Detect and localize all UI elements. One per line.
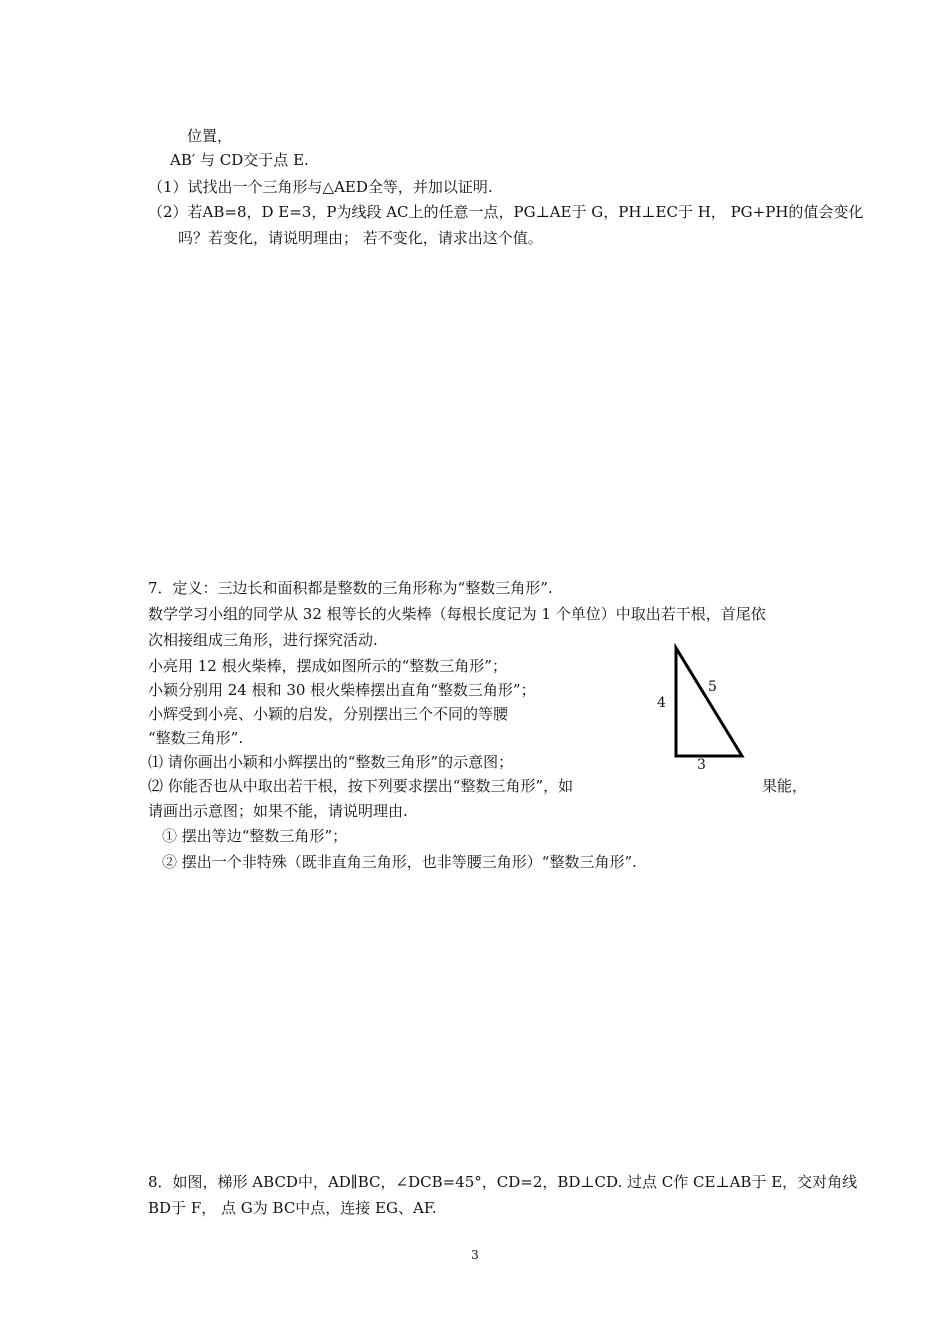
problem-7-line-5: 小颖分别用 24 根和 30 根火柴棒摆出直角“整数三角形”；	[148, 681, 536, 699]
problem-7-subpart-1: ① 摆出等边“整数三角形”；	[162, 827, 348, 845]
problem-7-line-6: 小辉受到小亮、小颖的启发，分别摆出三个不同的等腰	[148, 705, 509, 723]
problem-7-line-4: 小亮用 12 根火柴棒，摆成如图所示的“整数三角形”；	[148, 657, 507, 675]
problem-8-line-1: 8．如图，梯形 ABCD中，AD∥BC，∠DCB=45°，CD=2，BD⊥CD. 过点 C作 CE⊥AB于 E，交对角线	[148, 1173, 858, 1191]
problem-7-part-1: ⑴ 请你画出小颖和小辉摆出的“整数三角形”的示意图；	[148, 753, 514, 771]
triangle-side-label-hypotenuse: 5	[708, 679, 717, 695]
continuation-line-1: 位置，	[187, 127, 233, 145]
continuation-line-2: AB′ 与 CD交于点 E.	[170, 151, 309, 169]
right-triangle-figure	[660, 640, 760, 770]
problem-7-subpart-2: ② 摆出一个非特殊（既非直角三角形，也非等腰三角形）“整数三角形”.	[162, 853, 637, 871]
question-1: （1）试找出一个三角形与△AED全等，并加以证明.	[148, 178, 493, 196]
triangle-side-label-bottom: 3	[697, 757, 706, 773]
question-2: （2）若AB=8，D E=3，P为线段 AC上的任意一点，PG⊥AE于 G，PH⊥EC于 H， PG+PH的值会变化	[148, 203, 864, 221]
problem-7-line-7: “整数三角形”.	[148, 729, 244, 747]
problem-7-line-2: 数学学习小组的同学从 32 根等长的火柴棒（每根长度记为 1 个单位）中取出若干根，首尾依	[148, 605, 766, 623]
problem-7-part-2: ⑵ 你能否也从中取出若干根，按下列要求摆出“整数三角形”，如	[148, 777, 574, 795]
triangle-outline	[676, 648, 742, 756]
question-2-continued: 吗？若变化，请说明理由； 若不变化，请求出这个值。	[178, 229, 543, 247]
problem-7-definition: 7．定义：三边长和面积都是整数的三角形称为“整数三角形”.	[148, 579, 553, 597]
page-number: 3	[471, 1248, 479, 1262]
problem-8-line-2: BD于 F， 点 G为 BC中点，连接 EG、AF.	[148, 1199, 437, 1217]
triangle-side-label-left: 4	[657, 695, 666, 711]
problem-7-part-2-continued: 请画出示意图；如果不能，请说明理由.	[148, 802, 408, 820]
problem-7-line-3: 次相接组成三角形，进行探究活动.	[148, 631, 378, 649]
problem-7-part-2-end: 果能，	[762, 777, 808, 795]
